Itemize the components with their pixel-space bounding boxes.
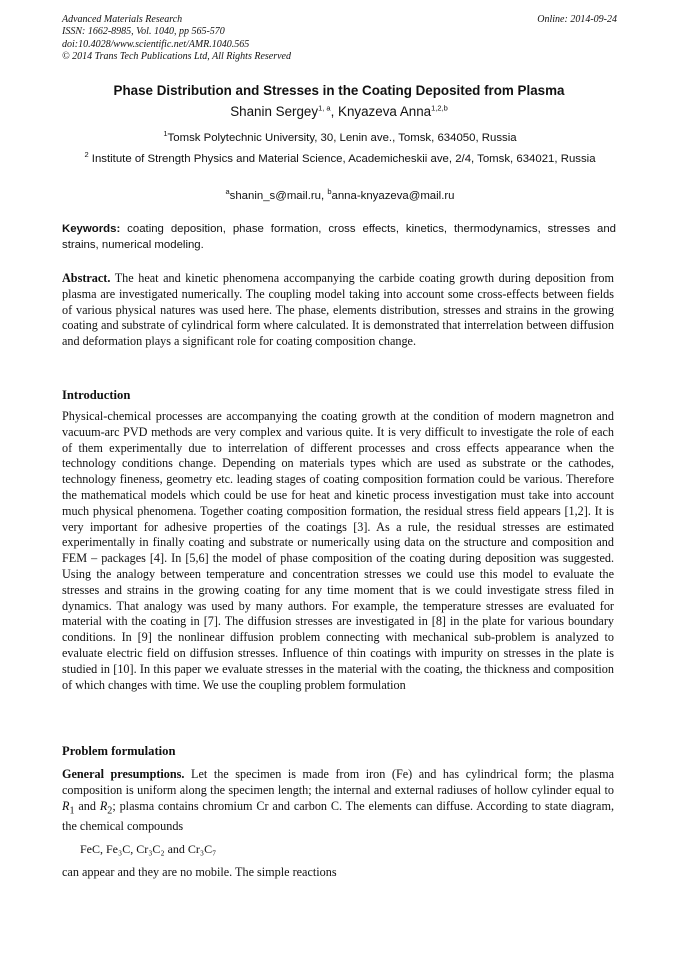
problem-paragraph: [62, 767, 614, 835]
affiliation-1-sup: 1: [163, 129, 168, 139]
author-1-sup: 1, a: [318, 103, 331, 113]
presumptions-text-b: ; plasma contains chromium Cr and carbon C. The elements can diffuse. According to state diagram, the chemical compounds: [62, 798, 614, 833]
affiliation-1: [70, 129, 610, 147]
email-a-sup: a: [225, 187, 230, 197]
online-date: Online: 2014-09-24: [537, 14, 617, 25]
introduction-text: Physical-chemical processes are accompanying the coating growth at the condition of modern magnetron and vacuum-arc PVD methods are very complex and various quite. It is very difficult to investigate the role of each of them experimentally due to interrelation of different processes and cross effects appearance when the technology conditions change. Depending on materials types which are used as substrate or the cathodes, technology fineness, geometry etc. leading stages of coating composition formation could be various. Therefore the mathematical models which could be use for heat and kinetic process investigation must take into account much physical phenomena. Together coating composition formation, the residual stress field appears [1,2]. It is very important for adhesive properties of the coatings [3]. As a rule, the residual stresses are estimated experimentally in finally coating and substrate or numerically using data on the structure and composition and FEM – packages [4]. In [5,6] the model of phase composition of the coating during deposition was suggested. Using the analogy between temperature and concentration stresses we could use this model to evaluate the stresses and strains in the growing coating for any time moment that is we could investigate stress filed in dynamics. That analogy was used by many authors. For example, the temperature stresses are evaluated for material with the coating in [7]. The diffusion stresses are investigated in [8] in the plate for various boundary conditions. In [9] the nonlinear diffusion problem connecting with mechanical sub-problem is analyzed to evaluate electric field on diffusion stresses. Influence of thin coatings with impurity on stresses in the plate is studied in [10]. In this paper we evaluate stresses in the material with the coating, the thickness and composition of which changes with time. We use the coupling problem formulation: [62, 409, 614, 692]
copyright-line: © 2014 Trans Tech Publications Ltd, All Rights Reserved: [62, 50, 291, 62]
introduction-heading: Introduction: [62, 388, 131, 402]
and-word: and: [74, 798, 100, 813]
journal-header: [62, 14, 617, 63]
email-b-sup: b: [327, 187, 332, 197]
author-1: Shanin Sergey: [230, 104, 319, 119]
radius-r2-sub: 2: [107, 805, 113, 817]
paper-title: Phase Distribution and Stresses in the Coating Deposited from Plasma: [113, 83, 565, 98]
email-a: shanin_s@mail.ru,: [229, 190, 328, 202]
radius-r2: R: [99, 798, 108, 813]
affiliation-2: [70, 150, 610, 168]
author-line: [0, 104, 678, 119]
keywords: [62, 221, 616, 253]
affiliation-2-text: Institute of Strength Physics and Material Science, Academicheskii ave, 2/4, Tomsk, 634021, Russia: [88, 153, 596, 165]
affiliation-1-text: Tomsk Polytechnic University, 30, Lenin ave., Tomsk, 634050, Russia: [167, 132, 517, 144]
abstract-label: Abstract.: [62, 271, 111, 285]
email-line: [70, 187, 610, 205]
keywords-label: Keywords:: [62, 223, 121, 235]
presumptions-label: General presumptions.: [62, 767, 185, 781]
author-2: Knyazeva Anna: [338, 104, 432, 119]
email-b: anna-knyazeva@mail.ru: [331, 190, 455, 202]
problem-heading: Problem formulation: [62, 744, 176, 758]
journal-name: Advanced Materials Research: [62, 14, 183, 25]
issn-line: ISSN: 1662-8985, Vol. 1040, pp 565-570: [62, 26, 225, 38]
radius-r1-sub: 1: [69, 805, 75, 817]
keywords-text: coating deposition, phase formation, cross effects, kinetics, thermodynamics, stresses and strains, numerical modeling.: [62, 223, 616, 251]
author-2-sup: 1,2,b: [431, 103, 448, 113]
abstract: [62, 271, 614, 350]
radius-r1: R: [62, 798, 70, 813]
author-separator: ,: [330, 104, 339, 119]
compounds-line: FeC, Fe₃C, Cr₃C₂ and Cr₃C₇: [80, 842, 217, 856]
reactions-line: can appear and they are no mobile. The simple reactions: [62, 865, 337, 879]
abstract-text: The heat and kinetic phenomena accompanying the carbide coating growth during deposition from plasma are investigated numerically. The coupling model taking into account some cross-effects between fields of various physical natures was used here. The phase, elements distribution, stresses and strains in the growing coating and substrate of cylindrical form where calculated. It is demonstrated that interrelation between diffusion and deformation plays a significant role for coating composition change.: [62, 271, 614, 349]
affiliation-2-sup: 2: [84, 150, 89, 160]
doi-line: doi:10.4028/www.scientific.net/AMR.1040.565: [62, 38, 250, 50]
presumptions-text-a: Let the specimen is made from iron (Fe) and has cylindrical form; the plasma composition is uniform along the specimen length; the internal and external radiuses of hollow cylinder equal to: [62, 767, 615, 797]
